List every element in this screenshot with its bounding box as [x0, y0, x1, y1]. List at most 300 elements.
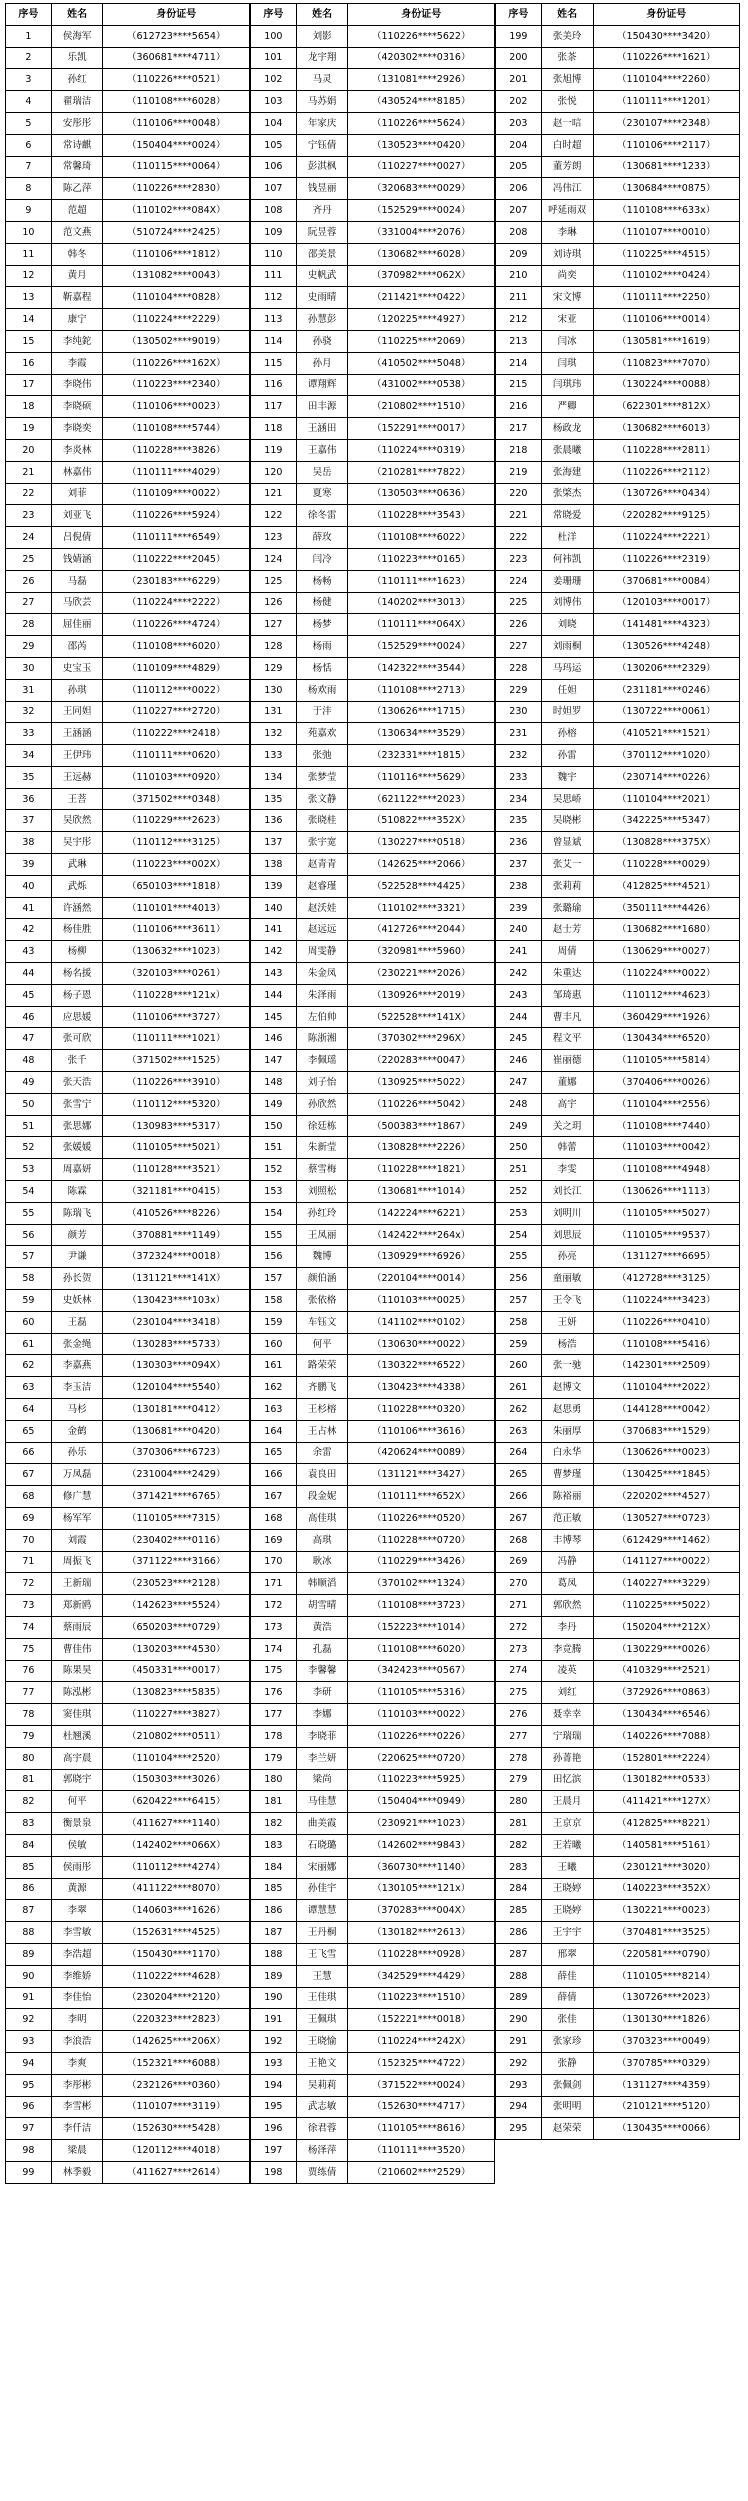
name-cell: 陈霖 [51, 1181, 103, 1203]
table-row [6, 25, 250, 47]
id-cell: （110108****6022） [348, 527, 495, 549]
name-cell: 杨柳 [51, 941, 103, 963]
seq-cell: 107 [251, 178, 297, 200]
id-cell: （220104****0014） [348, 1268, 495, 1290]
id-cell: （110228****0720） [348, 1529, 495, 1551]
id-cell: （412728****3125） [593, 1268, 739, 1290]
id-cell: （320103****0261） [103, 963, 250, 985]
seq-cell: 153 [251, 1181, 297, 1203]
seq-cell: 243 [496, 984, 542, 1006]
table-row [251, 330, 495, 352]
table-row [251, 1442, 495, 1464]
seq-cell: 35 [6, 766, 52, 788]
seq-cell: 230 [496, 701, 542, 723]
id-cell: （110224****3423） [593, 1290, 739, 1312]
seq-cell: 27 [6, 592, 52, 614]
name-cell: 杜洋 [541, 527, 593, 549]
table-row [6, 483, 250, 505]
seq-cell: 235 [496, 810, 542, 832]
table-row [251, 91, 495, 113]
id-cell: （141481****4323） [593, 614, 739, 636]
seq-cell: 45 [6, 984, 52, 1006]
seq-cell: 88 [6, 1922, 52, 1944]
table-row [496, 1311, 740, 1333]
seq-cell: 159 [251, 1311, 297, 1333]
seq-cell: 187 [251, 1922, 297, 1944]
table-row [251, 69, 495, 91]
id-cell: （130630****0022） [348, 1333, 495, 1355]
roster-sheet [5, 0, 740, 2501]
seq-cell: 130 [251, 679, 297, 701]
table-row [251, 701, 495, 723]
name-cell: 曾显斌 [541, 832, 593, 854]
table-row [6, 897, 250, 919]
seq-cell: 196 [251, 2118, 297, 2140]
name-cell: 路荣荣 [296, 1355, 348, 1377]
id-cell: （110228****3826） [103, 439, 250, 461]
table-row [251, 963, 495, 985]
seq-cell: 54 [6, 1181, 52, 1203]
name-cell: 魏宇 [541, 766, 593, 788]
name-cell: 史帆武 [296, 265, 348, 287]
seq-cell: 85 [6, 1856, 52, 1878]
table-row [6, 352, 250, 374]
seq-cell: 93 [6, 2031, 52, 2053]
name-cell: 马磊 [51, 570, 103, 592]
name-cell: 金鹤 [51, 1420, 103, 1442]
seq-cell: 231 [496, 723, 542, 745]
table-row [6, 636, 250, 658]
seq-cell: 210 [496, 265, 542, 287]
id-cell: （231004****2429） [103, 1464, 250, 1486]
name-cell: 孙红玲 [296, 1202, 348, 1224]
seq-cell: 261 [496, 1377, 542, 1399]
name-cell: 夏寒 [296, 483, 348, 505]
seq-cell: 239 [496, 897, 542, 919]
id-cell: （612429****1462） [593, 1529, 739, 1551]
seq-cell: 214 [496, 352, 542, 374]
table-row [496, 47, 740, 69]
id-cell: （110225****5022） [593, 1595, 739, 1617]
seq-cell: 163 [251, 1399, 297, 1421]
id-cell: （320683****0029） [348, 178, 495, 200]
name-cell: 范超 [51, 200, 103, 222]
id-cell: （110223****2340） [103, 374, 250, 396]
id-cell: （131121****3427） [348, 1464, 495, 1486]
name-cell: 李翠 [51, 1900, 103, 1922]
id-cell: （130983****5317） [103, 1115, 250, 1137]
id-cell: （450331****0017） [103, 1660, 250, 1682]
name-cell: 吴莉莉 [296, 2074, 348, 2096]
seq-cell: 197 [251, 2140, 297, 2162]
table-row [496, 963, 740, 985]
id-cell: （130722****0061） [593, 701, 739, 723]
id-cell: （110111****4029） [103, 461, 250, 483]
table-row [496, 1224, 740, 1246]
header-seq: 序号 [251, 4, 297, 26]
name-cell: 冯伟江 [541, 178, 593, 200]
name-cell: 苑嘉欢 [296, 723, 348, 745]
table-row [251, 1965, 495, 1987]
id-cell: （110111****1201） [593, 91, 739, 113]
header-id: 身份证号 [593, 4, 739, 26]
name-cell: 刘子怡 [296, 1072, 348, 1094]
name-cell: 范正敏 [541, 1507, 593, 1529]
name-cell: 田忆滨 [541, 1769, 593, 1791]
id-cell: （342225****5347） [593, 810, 739, 832]
name-cell: 王令飞 [541, 1290, 593, 1312]
table-row [251, 1377, 495, 1399]
seq-cell: 257 [496, 1290, 542, 1312]
seq-cell: 252 [496, 1181, 542, 1203]
seq-cell: 136 [251, 810, 297, 832]
name-cell: 杨雨 [296, 636, 348, 658]
seq-cell: 195 [251, 2096, 297, 2118]
name-cell: 张宇宽 [296, 832, 348, 854]
id-cell: （110224****0319） [348, 439, 495, 461]
name-cell: 曲美霞 [296, 1813, 348, 1835]
id-cell: （152529****0024） [348, 636, 495, 658]
seq-cell: 113 [251, 309, 297, 331]
id-cell: （110226****162X） [103, 352, 250, 374]
table-row [6, 439, 250, 461]
seq-cell: 103 [251, 91, 297, 113]
id-cell: （371421****6765） [103, 1486, 250, 1508]
name-cell: 吴岳 [296, 461, 348, 483]
name-cell: 李玉洁 [51, 1377, 103, 1399]
name-cell: 张佳 [541, 2009, 593, 2031]
seq-cell: 193 [251, 2052, 297, 2074]
name-cell: 王远赫 [51, 766, 103, 788]
id-cell: （110112****5320） [103, 1093, 250, 1115]
table-row [496, 1878, 740, 1900]
name-cell: 朱金凤 [296, 963, 348, 985]
table-row [496, 548, 740, 570]
id-cell: （650203****0729） [103, 1616, 250, 1638]
seq-cell: 279 [496, 1769, 542, 1791]
name-cell: 王飞雪 [296, 1943, 348, 1965]
name-cell: 蔡雪梅 [296, 1159, 348, 1181]
id-cell: （110226****0520） [348, 1507, 495, 1529]
id-cell: （230221****2026） [348, 963, 495, 985]
name-cell: 曹佳伟 [51, 1638, 103, 1660]
name-cell: 王占林 [296, 1420, 348, 1442]
table-row [251, 2009, 495, 2031]
seq-cell: 84 [6, 1834, 52, 1856]
seq-cell: 79 [6, 1725, 52, 1747]
id-cell: （110229****2623） [103, 810, 250, 832]
table-row [496, 854, 740, 876]
id-cell: （230714****0226） [593, 766, 739, 788]
id-cell: （230921****1023） [348, 1813, 495, 1835]
table-row [496, 1616, 740, 1638]
seq-cell: 234 [496, 788, 542, 810]
name-cell: 应思媛 [51, 1006, 103, 1028]
table-row [496, 614, 740, 636]
name-cell: 常晓爱 [541, 505, 593, 527]
name-cell: 孙佳宇 [296, 1878, 348, 1900]
name-cell: 龙宇翔 [296, 47, 348, 69]
name-cell: 侯敏 [51, 1834, 103, 1856]
id-cell: （110109****4829） [103, 657, 250, 679]
id-cell: （430524****8185） [348, 91, 495, 113]
seq-cell: 271 [496, 1595, 542, 1617]
id-cell: （110105****9537） [593, 1224, 739, 1246]
id-cell: （110108****4948） [593, 1159, 739, 1181]
seq-cell: 25 [6, 548, 52, 570]
table-row [6, 1355, 250, 1377]
table-row [6, 1268, 250, 1290]
seq-cell: 219 [496, 461, 542, 483]
seq-cell: 131 [251, 701, 297, 723]
name-cell: 李雪彬 [51, 2096, 103, 2118]
id-cell: （140581****5161） [593, 1834, 739, 1856]
table-row [496, 1093, 740, 1115]
seq-cell: 18 [6, 396, 52, 418]
table-row [251, 1573, 495, 1595]
table-row [496, 396, 740, 418]
seq-cell: 116 [251, 374, 297, 396]
table-row [496, 1050, 740, 1072]
name-cell: 李雪敏 [51, 1922, 103, 1944]
id-cell: （150404****0024） [103, 134, 250, 156]
id-cell: （110105****5316） [348, 1682, 495, 1704]
table-row [251, 1856, 495, 1878]
name-cell: 张晓桂 [296, 810, 348, 832]
id-cell: （130926****2019） [348, 984, 495, 1006]
seq-cell: 178 [251, 1725, 297, 1747]
table-row [496, 2074, 740, 2096]
id-cell: （210802****0511） [103, 1725, 250, 1747]
table-row [496, 1965, 740, 1987]
seq-cell: 98 [6, 2140, 52, 2162]
name-cell: 刘亚飞 [51, 505, 103, 527]
table-row [6, 2009, 250, 2031]
seq-cell: 55 [6, 1202, 52, 1224]
table-row [496, 134, 740, 156]
name-cell: 侯海军 [51, 25, 103, 47]
name-cell: 宋亚 [541, 309, 593, 331]
seq-cell: 61 [6, 1333, 52, 1355]
name-cell: 孙欣然 [296, 1093, 348, 1115]
id-cell: （130423****4338） [348, 1377, 495, 1399]
id-cell: （412825****4521） [593, 875, 739, 897]
name-cell: 刘雨桐 [541, 636, 593, 658]
name-cell: 安彤彤 [51, 112, 103, 134]
table-row [6, 1834, 250, 1856]
seq-cell: 102 [251, 69, 297, 91]
name-cell: 曹丰凡 [541, 1006, 593, 1028]
seq-cell: 169 [251, 1529, 297, 1551]
table-row [6, 2140, 250, 2162]
id-cell: （152529****0024） [348, 200, 495, 222]
seq-cell: 15 [6, 330, 52, 352]
table-row [496, 832, 740, 854]
seq-cell: 224 [496, 570, 542, 592]
table-row [251, 723, 495, 745]
name-cell: 杨军军 [51, 1507, 103, 1529]
name-cell: 杨佳胜 [51, 919, 103, 941]
seq-cell: 247 [496, 1072, 542, 1094]
table-row [496, 788, 740, 810]
name-cell: 张天浩 [51, 1072, 103, 1094]
name-cell: 邢翠 [541, 1943, 593, 1965]
seq-cell: 52 [6, 1137, 52, 1159]
seq-cell: 34 [6, 745, 52, 767]
table-row [251, 1202, 495, 1224]
id-cell: （110101****4013） [103, 897, 250, 919]
seq-cell: 199 [496, 25, 542, 47]
table-row [496, 1159, 740, 1181]
seq-cell: 209 [496, 243, 542, 265]
table-row [251, 25, 495, 47]
table-row [251, 134, 495, 156]
table-row [251, 156, 495, 178]
seq-cell: 135 [251, 788, 297, 810]
table-row [251, 1311, 495, 1333]
id-cell: （110108****633x） [593, 200, 739, 222]
seq-cell: 5 [6, 112, 52, 134]
table-row [251, 483, 495, 505]
id-cell: （370406****0026） [593, 1072, 739, 1094]
table-row [251, 1486, 495, 1508]
name-cell: 刘影 [296, 25, 348, 47]
id-cell: （650103****1818） [103, 875, 250, 897]
id-cell: （230523****2128） [103, 1573, 250, 1595]
id-cell: （120104****5540） [103, 1377, 250, 1399]
seq-cell: 145 [251, 1006, 297, 1028]
name-cell: 齐鹏飞 [296, 1377, 348, 1399]
seq-cell: 115 [251, 352, 297, 374]
table-row [251, 1028, 495, 1050]
name-cell: 马苏娟 [296, 91, 348, 113]
table-row [6, 875, 250, 897]
id-cell: （110227****3827） [103, 1704, 250, 1726]
seq-cell: 217 [496, 418, 542, 440]
name-cell: 赵睿瑾 [296, 875, 348, 897]
table-row [6, 657, 250, 679]
name-cell: 刘红 [541, 1682, 593, 1704]
seq-cell: 140 [251, 897, 297, 919]
seq-cell: 154 [251, 1202, 297, 1224]
name-cell: 张静 [541, 2052, 593, 2074]
seq-cell: 38 [6, 832, 52, 854]
table-row [251, 1922, 495, 1944]
seq-cell: 194 [251, 2074, 297, 2096]
seq-cell: 200 [496, 47, 542, 69]
seq-cell: 258 [496, 1311, 542, 1333]
id-cell: （130682****6028） [348, 243, 495, 265]
name-cell: 杨恬 [296, 657, 348, 679]
table-row [251, 309, 495, 331]
id-cell: （110226****5624） [348, 112, 495, 134]
seq-cell: 80 [6, 1747, 52, 1769]
name-cell: 吕倪倩 [51, 527, 103, 549]
name-cell: 杨梦 [296, 614, 348, 636]
id-cell: （110111****1623） [348, 570, 495, 592]
seq-cell: 255 [496, 1246, 542, 1268]
name-cell: 徐廷栋 [296, 1115, 348, 1137]
seq-cell: 94 [6, 2052, 52, 2074]
table-row [251, 200, 495, 222]
table-row [6, 1442, 250, 1464]
table-row [251, 2052, 495, 2074]
name-cell: 李嘉燕 [51, 1355, 103, 1377]
table-row [251, 1355, 495, 1377]
table-row [251, 919, 495, 941]
name-cell: 黄月 [51, 265, 103, 287]
seq-cell: 32 [6, 701, 52, 723]
table-row [6, 1399, 250, 1421]
seq-cell: 16 [6, 352, 52, 374]
id-cell: （140226****7088） [593, 1725, 739, 1747]
name-cell: 杨政龙 [541, 418, 593, 440]
seq-cell: 110 [251, 243, 297, 265]
table-row [6, 200, 250, 222]
seq-cell: 117 [251, 396, 297, 418]
seq-cell: 46 [6, 1006, 52, 1028]
name-cell: 刘照松 [296, 1181, 348, 1203]
name-cell: 马杉 [51, 1399, 103, 1421]
name-cell: 李馨馨 [296, 1660, 348, 1682]
table-row [251, 2161, 495, 2183]
table-row [251, 221, 495, 243]
table-row [496, 330, 740, 352]
id-cell: （110823****7070） [593, 352, 739, 374]
name-cell: 关之玥 [541, 1115, 593, 1137]
name-cell: 曹梦瑾 [541, 1464, 593, 1486]
name-cell: 钱婧涵 [51, 548, 103, 570]
name-cell: 李竞腾 [541, 1638, 593, 1660]
seq-cell: 133 [251, 745, 297, 767]
seq-cell: 101 [251, 47, 297, 69]
seq-cell: 7 [6, 156, 52, 178]
id-cell: （130181****0412） [103, 1399, 250, 1421]
table-row [6, 287, 250, 309]
id-cell: （350111****4426） [593, 897, 739, 919]
name-cell: 康宁 [51, 309, 103, 331]
table-row [496, 25, 740, 47]
seq-cell: 248 [496, 1093, 542, 1115]
table-row [6, 2074, 250, 2096]
seq-cell: 190 [251, 1987, 297, 2009]
name-cell: 王新瑞 [51, 1573, 103, 1595]
id-cell: （110103****0042） [593, 1137, 739, 1159]
id-cell: （130681****0420） [103, 1420, 250, 1442]
table-row [496, 1246, 740, 1268]
table-row [251, 1987, 495, 2009]
seq-cell: 128 [251, 636, 297, 658]
name-cell: 屈佳丽 [51, 614, 103, 636]
seq-cell: 62 [6, 1355, 52, 1377]
seq-cell: 139 [251, 875, 297, 897]
seq-cell: 75 [6, 1638, 52, 1660]
name-cell: 范文燕 [51, 221, 103, 243]
table-row [251, 592, 495, 614]
id-cell: （370982****062X） [348, 265, 495, 287]
name-cell: 李霞 [51, 352, 103, 374]
id-cell: （370306****6723） [103, 1442, 250, 1464]
table-row [251, 2074, 495, 2096]
seq-cell: 291 [496, 2031, 542, 2053]
id-cell: （130682****6013） [593, 418, 739, 440]
table-row [251, 1616, 495, 1638]
id-cell: （150430****1170） [103, 1943, 250, 1965]
id-cell: （130322****6522） [348, 1355, 495, 1377]
id-cell: （130626****1715） [348, 701, 495, 723]
id-cell: （110109****0022） [103, 483, 250, 505]
table-row [496, 1922, 740, 1944]
